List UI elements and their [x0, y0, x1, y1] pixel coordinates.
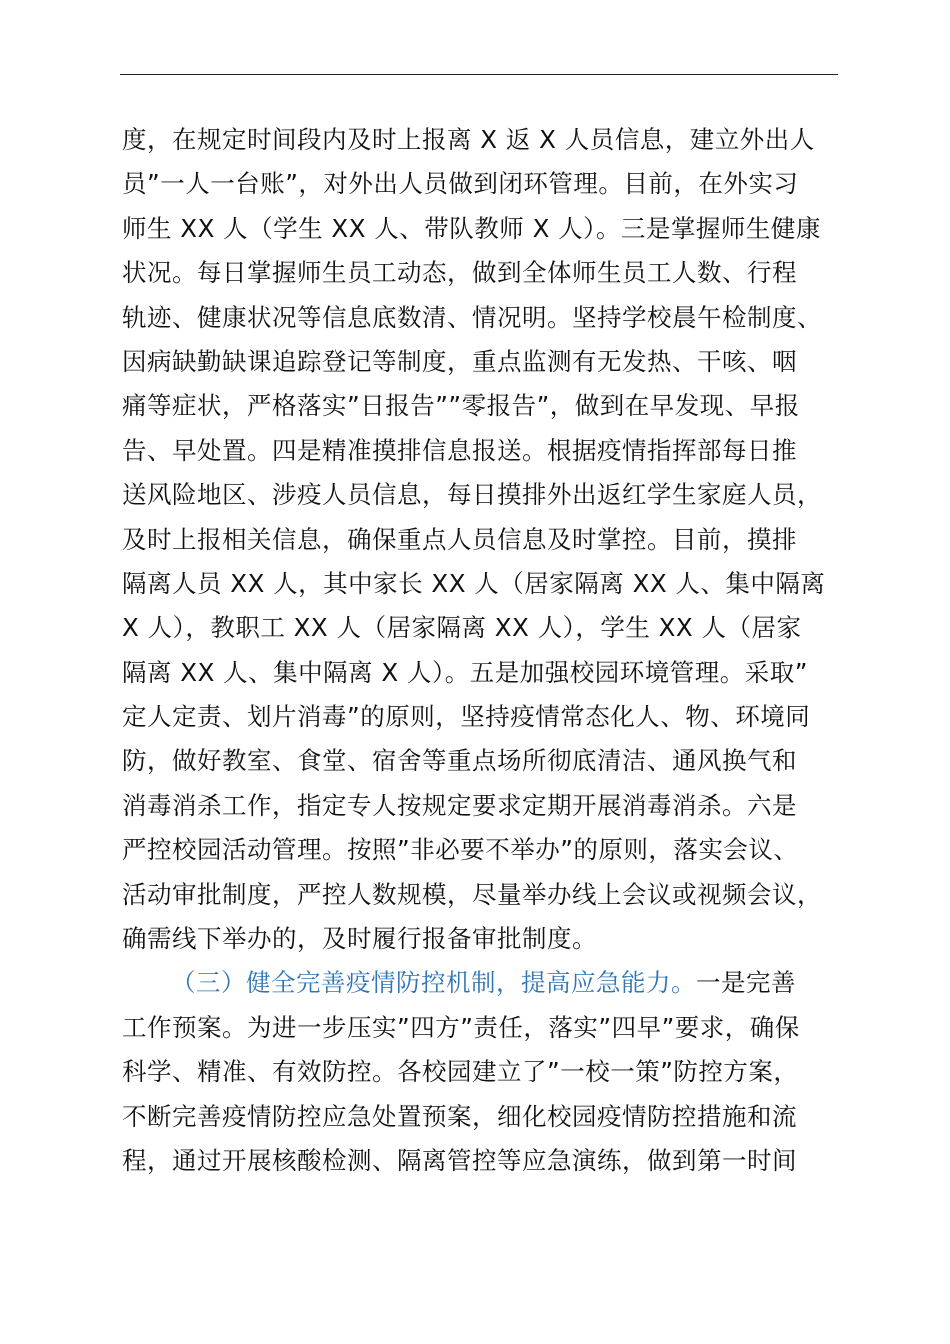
text-line: 隔离 XX 人、集中隔离 X 人）。五是加强校园环境管理。采取” — [122, 657, 808, 687]
text-line: 活动审批制度，严控人数规模，尽量举办线上会议或视频会议， — [122, 879, 822, 909]
body-text — [122, 118, 862, 1183]
section-heading-line — [122, 961, 862, 1005]
text-line: 程，通过开展核酸检测、隔离管控等应急演练，做到第一时间 — [122, 1145, 797, 1175]
text-line: 状况。每日掌握师生员工动态，做到全体师生员工人数、行程 — [122, 258, 797, 288]
text-line: 消毒消杀工作，指定专人按规定要求定期开展消毒消杀。六是 — [122, 790, 797, 820]
text-line: 痛等症状，严格落实”日报告””零报告”，做到在早发现、早报 — [122, 391, 800, 421]
text-line: 因病缺勤缺课追踪登记等制度，重点监测有无发热、干咳、咽 — [122, 346, 797, 376]
text-line: 确需线下举办的，及时履行报备审批制度。 — [122, 924, 597, 954]
text-line: 不断完善疫情防控应急处置预案，细化校园疫情防控措施和流 — [122, 1101, 797, 1131]
text-line: 工作预案。为进一步压实”四方”责任，落实”四早”要求，确保 — [122, 1012, 800, 1042]
text-line: 及时上报相关信息，确保重点人员信息及时掌控。目前，摸排 — [122, 524, 797, 554]
text-line: 科学、精准、有效防控。各校园建立了”一校一策”防控方案， — [122, 1057, 799, 1087]
text-line: 度，在规定时间段内及时上报离 X 返 X 人员信息，建立外出人 — [122, 125, 815, 154]
text-line: 定人定责、划片消毒”的原则，坚持疫情常态化人、物、环境同 — [122, 702, 811, 732]
section-heading-rest: 一是完善 — [696, 968, 796, 998]
text-line: 师生 XX 人（学生 XX 人、带队教师 X 人）。三是掌握师生健康 — [122, 213, 821, 243]
text-line: 隔离人员 XX 人，其中家长 XX 人（居家隔离 XX 人、集中隔离 — [122, 568, 826, 598]
text-line: 告、早处置。四是精准摸排信息报送。根据疫情指挥部每日推 — [122, 435, 797, 465]
text-line: 送风险地区、涉疫人员信息，每日摸排外出返红学生家庭人员， — [122, 480, 822, 510]
text-line: 员”一人一台账”，对外出人员做到闭环管理。目前，在外实习 — [122, 169, 799, 199]
text-line: 严控校园活动管理。按照”非必要不举办”的原则，落实会议、 — [122, 835, 799, 865]
section-heading: （三）健全完善疫情防控机制，提高应急能力。 — [171, 968, 696, 998]
text-line: 防，做好教室、食堂、宿舍等重点场所彻底清洁、通风换气和 — [122, 746, 797, 776]
header-rule — [120, 74, 838, 75]
text-line: 轨迹、健康状况等信息底数清、情况明。坚持学校晨午检制度、 — [122, 302, 822, 332]
text-line: X 人），教职工 XX 人（居家隔离 XX 人），学生 XX 人（居家 — [122, 613, 802, 643]
